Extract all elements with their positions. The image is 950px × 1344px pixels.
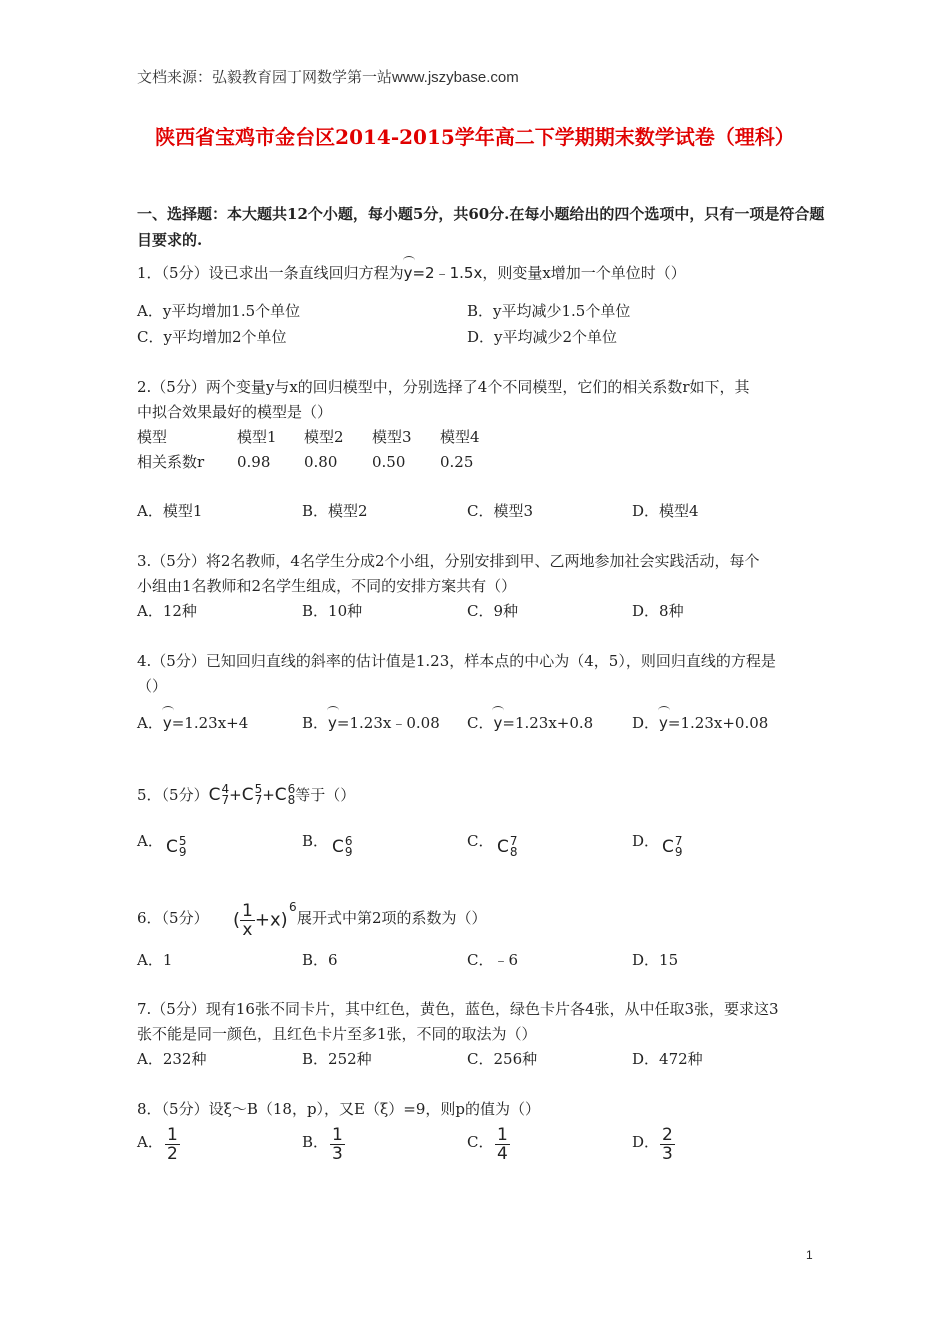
q8-option-d-fraction: $\frac{2}{3}$	[662, 1125, 673, 1164]
q2-table-cell: 相关系数r	[137, 453, 205, 471]
q4-option-c	[467, 712, 593, 734]
y-hat: y	[162, 714, 172, 732]
q3-option-d: D．8种	[632, 602, 684, 620]
combination-term: C 6 8	[274, 782, 296, 807]
option-text: =1.23x﹣0.08	[336, 714, 440, 732]
q2-option-a: A．模型1	[137, 502, 203, 520]
q6-expression: ( $\frac{1}{x}$ +x)	[233, 901, 288, 940]
q7-stem-line2: 张不能是同一颜色，且红色卡片至多1张，不同的取法为（）	[137, 1025, 537, 1043]
q1-option-c: C．y平均增加2个单位	[137, 328, 287, 346]
q8-option-b-fraction: $\frac{1}{3}$	[332, 1125, 343, 1164]
q5-option-c-value: C 7 8	[497, 834, 518, 859]
combination-term: C 5 7	[241, 782, 263, 807]
q1-suffix: ，则变量x增加一个单位时（）	[482, 264, 686, 282]
q4-stem-line2: （）	[137, 677, 168, 695]
q1-equation: =2﹣1.5x	[412, 264, 483, 282]
q4-stem-line1: 4.（5分）已知回归直线的斜率的估计值是1.23，样本点的中心为（4，5），则回归直线的方程是	[137, 652, 776, 670]
option-label: A．	[137, 714, 163, 732]
q5-option-a: A．	[137, 832, 163, 850]
option-label: D．	[632, 714, 660, 732]
q2-table-header: 模型2	[304, 428, 344, 446]
q2-table-cell: 0.50	[372, 453, 406, 471]
q2-table-header: 模型4	[440, 428, 480, 446]
q2-table-cell: 0.80	[304, 453, 338, 471]
combination-term: C 4 7	[208, 782, 230, 807]
q2-stem-line1: 2.（5分）两个变量y与x的回归模型中，分别选择了4个不同模型，它们的相关系数r如下，其	[137, 378, 750, 396]
q7-stem-line1: 7.（5分）现有16张不同卡片，其中红色，黄色，蓝色，绿色卡片各4张，从中任取3张，要求这3	[137, 1000, 779, 1018]
q8-stem: 8．（5分）设ξ～B（18，p），又E（ξ）=9，则p的值为（）	[137, 1100, 540, 1118]
q6-fraction: $\frac{1}{x}$	[242, 901, 253, 940]
q4-option-b	[302, 712, 440, 734]
y-hat: y	[403, 264, 413, 282]
page-number: 1	[806, 1248, 813, 1262]
q8-option-b: B．	[302, 1133, 329, 1151]
q5-option-b-value: C 6 9	[332, 834, 353, 859]
section-heading: 一、选择题：本大题共12个小题，每小题5分，共60分.在每小题给出的四个选项中，只有一项是符合题目要求的.	[137, 205, 825, 249]
q6-suffix: 展开式中第2项的系数为（）	[297, 909, 487, 927]
q3-option-b: B．10种	[302, 602, 363, 620]
option-text: =1.23x+0.08	[667, 714, 769, 732]
q1-option-d: D．y平均减少2个单位	[467, 328, 618, 346]
q6-option-a: A．1	[137, 951, 173, 969]
q5-option-d-value: C 7 9	[662, 834, 683, 859]
q8-option-c: C．	[467, 1133, 494, 1151]
q5-prefix: 5．（5分）	[137, 786, 209, 804]
q4-option-a	[137, 712, 248, 734]
q2-table-header: 模型1	[237, 428, 277, 446]
q5-stem: 5．（5分）C 4 7 +C 5 7 +C 6 8 等于（）	[137, 782, 356, 807]
q7-option-b: B．252种	[302, 1050, 372, 1068]
q1-option-b: B．y平均减少1.5个单位	[467, 302, 631, 320]
q5-option-c: C．	[467, 832, 494, 850]
q6-option-b: B．6	[302, 951, 338, 969]
option-label: B．	[302, 714, 329, 732]
q2-table-header: 模型	[137, 428, 168, 446]
q3-stem-line2: 小组由1名教师和2名学生组成，不同的安排方案共有（）	[137, 577, 517, 595]
q3-option-c: C．9种	[467, 602, 519, 620]
q8-option-c-fraction: $\frac{1}{4}$	[497, 1125, 508, 1164]
option-text: =1.23x+4	[171, 714, 249, 732]
exam-title: 陕西省宝鸡市金台区2014-2015学年高二下学期期末数学试卷（理科）	[155, 125, 795, 149]
q7-option-c: C．256种	[467, 1050, 538, 1068]
question-1-stem	[137, 262, 686, 284]
q7-option-d: D．472种	[632, 1050, 703, 1068]
q1-option-a: A．y平均增加1.5个单位	[137, 302, 301, 320]
q5-option-b: B．	[302, 832, 329, 850]
q6-exponent: 6	[289, 900, 297, 914]
q5-option-a-value: C 5 9	[166, 834, 187, 859]
q5-option-d: D．	[632, 832, 660, 850]
q2-option-c: C．模型3	[467, 502, 534, 520]
y-hat: y	[659, 714, 668, 732]
q6-option-d: D．15	[632, 951, 679, 969]
y-hat: y	[493, 714, 503, 732]
q5-suffix: 等于（）	[295, 786, 356, 804]
q2-table-cell: 0.98	[237, 453, 271, 471]
q1-prefix: 1．（5分）设已求出一条直线回归方程为	[137, 264, 404, 282]
q4-option-d	[632, 712, 768, 734]
q6-prefix: 6．（5分）	[137, 909, 209, 927]
q2-option-d: D．模型4	[632, 502, 699, 520]
q3-stem-line1: 3.（5分）将2名教师，4名学生分成2个小组，分别安排到甲、乙两地参加社会实践活动，每个	[137, 552, 760, 570]
q2-stem-line2: 中拟合效果最好的模型是（）	[137, 403, 333, 421]
option-text: =1.23x+0.8	[502, 714, 594, 732]
q7-option-a: A．232种	[137, 1050, 207, 1068]
q3-option-a: A．12种	[137, 602, 197, 620]
q8-option-d: D．	[632, 1133, 660, 1151]
q2-option-b: B．模型2	[302, 502, 368, 520]
option-label: C．	[467, 714, 494, 732]
q2-table-header: 模型3	[372, 428, 412, 446]
q8-option-a-fraction: $\frac{1}{2}$	[167, 1125, 178, 1164]
q8-option-a: A．	[137, 1133, 163, 1151]
q2-table-cell: 0.25	[440, 453, 474, 471]
document-source: 文档来源：弘毅教育园丁网数学第一站www.jszybase.com	[137, 69, 519, 86]
q6-option-c: C．﹣6	[467, 951, 519, 969]
y-hat: y	[328, 714, 337, 732]
